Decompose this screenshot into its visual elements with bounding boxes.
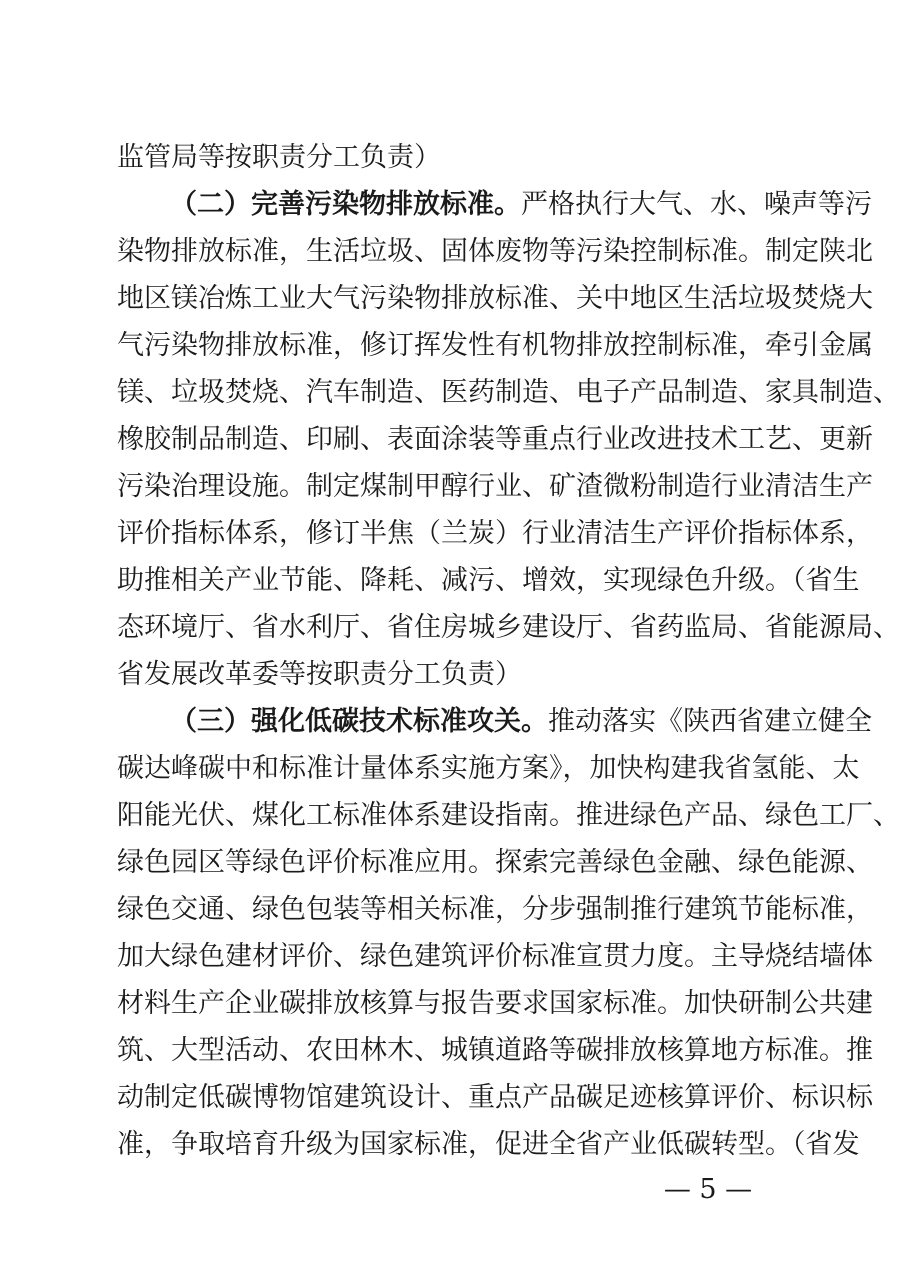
text-line (117, 608, 900, 648)
text-line (117, 1125, 860, 1165)
line-text: 态环境厅、省水利厅、省住房城乡建设厅、省药监局、省能源局、 (117, 612, 900, 643)
line-text: 加大绿色建材评价、绿色建筑评价标准宣贯力度。主导烧结墙体 (117, 941, 873, 972)
line-text: 镁、垃圾焚烧、汽车制造、医药制造、电子产品制造、家具制造、 (117, 377, 900, 408)
text-line (117, 138, 783, 178)
line-text: 监管局等按职责分工负责） (117, 142, 441, 173)
text-line (117, 1078, 873, 1118)
line-text: 绿色园区等绿色评价标准应用。探索完善绿色金融、绿色能源、 (117, 847, 873, 878)
line-text: 橡胶制品制造、印刷、表面涂装等重点行业改进技术工艺、更新 (117, 424, 873, 455)
text-line (117, 984, 873, 1024)
line-text: 绿色交通、绿色包装等相关标准，分步强制推行建筑节能标准， (117, 894, 873, 925)
section-heading-line (170, 185, 872, 225)
line-text: 污染治理设施。制定煤制甲醇行业、矿渣微粉制造行业清洁生产 (117, 471, 873, 502)
line-text: 地区镁冶炼工业大气污染物排放标准、关中地区生活垃圾焚烧大 (117, 283, 873, 314)
line-text: 阳能光伏、煤化工标准体系建设指南。推进绿色产品、绿色工厂、 (117, 800, 900, 831)
text-line (117, 420, 873, 460)
text-line (117, 326, 873, 366)
line-text: 严格执行大气、水、噪声等污 (521, 189, 872, 220)
line-text: 材料生产企业碳排放核算与报告要求国家标准。加快研制公共建 (117, 988, 873, 1019)
text-line (117, 232, 873, 272)
line-text: 准，争取培育升级为国家标准，促进全省产业低碳转型。（省发 (117, 1129, 860, 1160)
line-text: 助推相关产业节能、降耗、减污、增效，实现绿色升级。（省生 (117, 565, 860, 596)
page-number: — 5 — (663, 1174, 753, 1205)
text-line (117, 561, 860, 601)
line-text: 染物排放标准，生活垃圾、固体废物等污染控制标准。制定陕北 (117, 236, 873, 267)
text-line (117, 890, 873, 930)
text-line (117, 1031, 873, 1071)
text-line (117, 373, 900, 413)
text-line (117, 843, 873, 883)
text-line (117, 749, 860, 789)
line-text: 筑、大型活动、农田林木、城镇道路等碳排放核算地方标准。推 (117, 1035, 873, 1066)
text-line (117, 279, 873, 319)
section-heading: （二）完善污染物排放标准。 (170, 189, 521, 220)
line-text: 气污染物排放标准，修订挥发性有机物排放控制标准，牵引金属 (117, 330, 873, 361)
section-heading-line (170, 702, 872, 742)
line-text: 评价指标体系，修订半焦（兰炭）行业清洁生产评价指标体系， (117, 518, 873, 549)
line-text: 动制定低碳博物馆建筑设计、重点产品碳足迹核算评价、标识标 (117, 1082, 873, 1113)
line-text: 推动落实《陕西省建立健全 (548, 706, 872, 737)
line-text: 省发展改革委等按职责分工负责） (117, 659, 522, 690)
text-line (117, 655, 783, 695)
line-text: 碳达峰碳中和标准计量体系实施方案》，加快构建我省氢能、太 (117, 753, 860, 784)
text-line (117, 937, 873, 977)
section-heading: （三）强化低碳技术标准攻关。 (170, 706, 548, 737)
text-line (117, 796, 900, 836)
text-line (117, 467, 873, 507)
text-line (117, 514, 873, 554)
